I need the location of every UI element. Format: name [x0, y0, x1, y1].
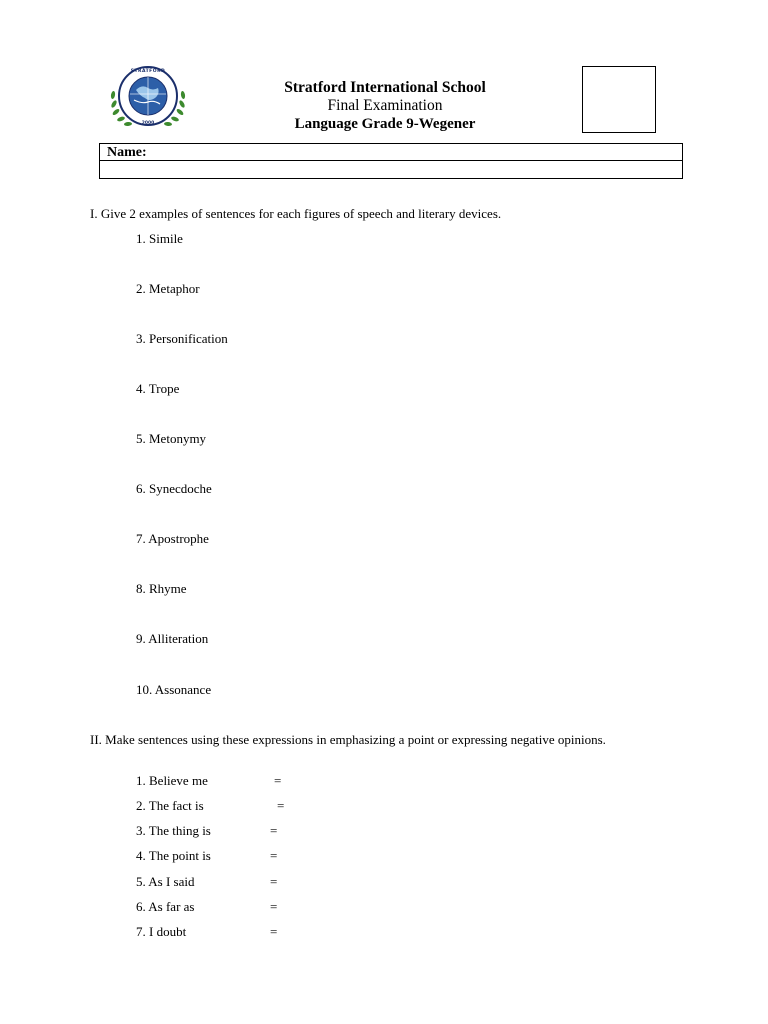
section2-equals-sign: =	[277, 798, 285, 813]
section2-equals-sign: =	[270, 899, 278, 914]
exam-header	[230, 79, 540, 133]
school-name: Stratford International School	[284, 79, 486, 96]
section2-item: 2. The fact is	[136, 798, 204, 813]
svg-text:STRATFORD: STRATFORD	[130, 69, 166, 74]
name-label: Name:	[100, 144, 682, 161]
section1-item: 5. Metonymy	[136, 431, 207, 446]
section2-instruction: II. Make sentences using these expressions in emphasizing a point or expressing negative opinions.	[90, 732, 606, 747]
name-table	[99, 143, 683, 179]
section1-item: 7. Apostrophe	[136, 531, 209, 546]
section2-item: 5. As I said	[136, 874, 195, 889]
section1-item: 4. Trope	[136, 381, 180, 396]
section1-item: 2. Metaphor	[136, 281, 200, 296]
section1-instruction: I. Give 2 examples of sentences for each figures of speech and literary devices.	[90, 206, 502, 221]
section1-item: 3. Personification	[136, 331, 228, 346]
school-logo	[108, 64, 188, 130]
section2-item: 7. I doubt	[136, 924, 187, 939]
section2-item: 6. As far as	[136, 899, 195, 914]
section2-equals-sign: =	[274, 773, 282, 788]
name-input-row[interactable]	[100, 161, 682, 178]
section1-item: 10. Assonance	[136, 682, 212, 697]
section2-equals-sign: =	[270, 924, 278, 939]
section2-equals-sign: =	[270, 823, 278, 838]
section2-item: 3. The thing is	[136, 823, 211, 838]
exam-title: Final Examination	[327, 97, 443, 114]
school-seal-icon	[108, 64, 188, 130]
photo-box	[582, 66, 656, 133]
section1-item: 6. Synecdoche	[136, 481, 212, 496]
section1-item: 1. Simile	[136, 231, 183, 246]
section2-equals-sign: =	[270, 848, 278, 863]
section1-item: 8. Rhyme	[136, 581, 187, 596]
section2-item: 1. Believe me	[136, 773, 208, 788]
section2-equals-sign: =	[270, 874, 278, 889]
section2-item: 4. The point is	[136, 848, 211, 863]
section1-item: 9. Alliteration	[136, 631, 209, 646]
course-title: Language Grade 9-Wegener	[294, 116, 476, 132]
svg-text:2000: 2000	[141, 121, 155, 126]
